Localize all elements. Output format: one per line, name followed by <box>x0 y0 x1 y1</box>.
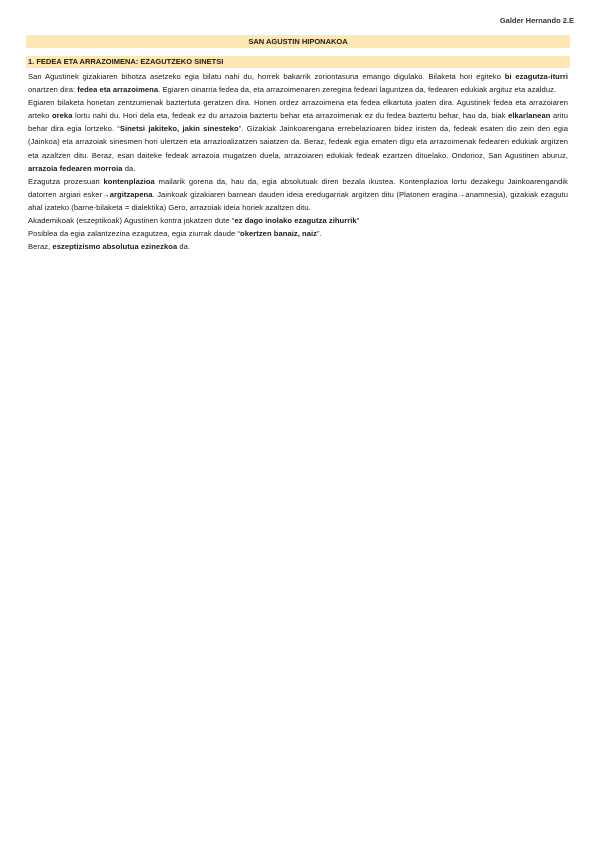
emphasis-text: arrazoia fedearen morroia <box>28 163 123 173</box>
paragraph-text: ”. Gizakiak Jainkoarengana errebelazioaren bidez iristen da, fedeak esaten dio zein den egia (Jainkoa) eta arrazoiak sinesmen hori ulertzen eta arrazioalizatzen saiatzen da. Beraz, fedeak egia ematen digu eta arrazoimenak fedearen edukiak argitzen eta azaltzen ditu. Beraz, esan daiteke fedeak arrazoia mugatzen duela, arrazoiaren edukiak fedeak ezartzen dituelako. Ondorioz, San Agustinen aburuz, <box>28 124 568 160</box>
emphasis-text: bi ezagutza-iturri <box>504 72 569 81</box>
paragraph-text: ”. <box>317 229 322 239</box>
author-label: Galder Hernando 2.E <box>499 16 574 25</box>
paragraph-text: Beraz, <box>28 242 53 252</box>
emphasis-text: okertzen banaiz, naiz <box>240 229 318 239</box>
emphasis-text: ez dago inolako ezagutza zihurrik <box>234 216 357 226</box>
paragraph-text: ” <box>356 216 360 226</box>
section-title: 1. FEDEA ETA ARRAZOIMENA: EZAGUTZEKO SINETSI <box>26 56 570 68</box>
body-text <box>28 70 568 253</box>
paragraph-text: . Jainkoak gizakiaren barnean dauden ideia eredugarriak argitzen ditu (Platonen eragina→anamnesia), gizakiak ezagutu ahal izateko (barne-bilaketa = dialektika) Gero, arrazoiak ideia horiek azaltzen ditu. <box>28 189 568 212</box>
paragraph-text: Akademikoak (eszeptikoak) Agustinen kontra jokatzen dute “ <box>28 216 235 226</box>
paragraph-text: San Agustinek gizakiaren bihotza asetzeko egia bilatu nahi du, horrek bakarrik zoriontasuna emango digulako. Bilaketa hori egiteko <box>28 72 505 81</box>
paragraph-text: Ezagutza prozesuan <box>28 176 104 186</box>
emphasis-text: fedea eta arrazoimena <box>77 85 159 95</box>
paragraph-p5 <box>28 227 568 240</box>
paragraph-text: . Egiaren oinarria fedea da, eta arrazoimenaren zeregina fedeari laguntzea da, fedearen edukiak argituz eta azalduz. <box>158 85 557 95</box>
emphasis-text: kontenplazioa <box>103 176 155 186</box>
emphasis-text: argitzapena <box>109 189 153 199</box>
paragraph-text: Posiblea da egia zalantzezina ezagutzea, egia ziurrak daude “ <box>28 229 241 239</box>
paragraph-text: lortu nahi du. Hori dela eta, fedeak ez du arrazoia baztertu behar eta arrazoimenak ez du fedea baztertu behar, hau da, biak <box>72 111 509 121</box>
paragraph-text: Egiaren bilaketa honetan zentzumenak baztertuta geratzen dira. Honen ordez arrazoimena eta fedea elkartuta joaten dira. Agustinek fedea eta arrazoiaren arteko <box>28 98 568 121</box>
paragraph-p2 <box>28 96 568 175</box>
paragraph-text: da. <box>122 163 136 173</box>
paragraph-text: onartzen dira: <box>28 85 78 95</box>
paragraph-p4 <box>28 214 568 227</box>
paragraph-p1 <box>28 70 568 96</box>
document-title: SAN AGUSTIN HIPONAKOA <box>26 35 570 48</box>
emphasis-text: Sinetsi jakiteko, jakin sinesteko <box>119 124 239 134</box>
paragraph-p6 <box>28 240 568 253</box>
paragraph-text: mailarik gorena da, hau da, egia absolutuak diren bezala ikustea. Kontenplazioa lortu dezakegu Jainkoarengandik datorren argiari esker→ <box>28 176 569 199</box>
emphasis-text: elkarlanean <box>508 111 551 121</box>
paragraph-text: da. <box>177 242 191 252</box>
paragraph-p3 <box>28 175 568 214</box>
emphasis-text: oreka <box>51 111 73 121</box>
emphasis-text: eszeptizismo absolutua ezinezkoa <box>52 242 178 252</box>
paragraph-text: aritu behar dira egia lortzeko. “ <box>28 111 568 134</box>
